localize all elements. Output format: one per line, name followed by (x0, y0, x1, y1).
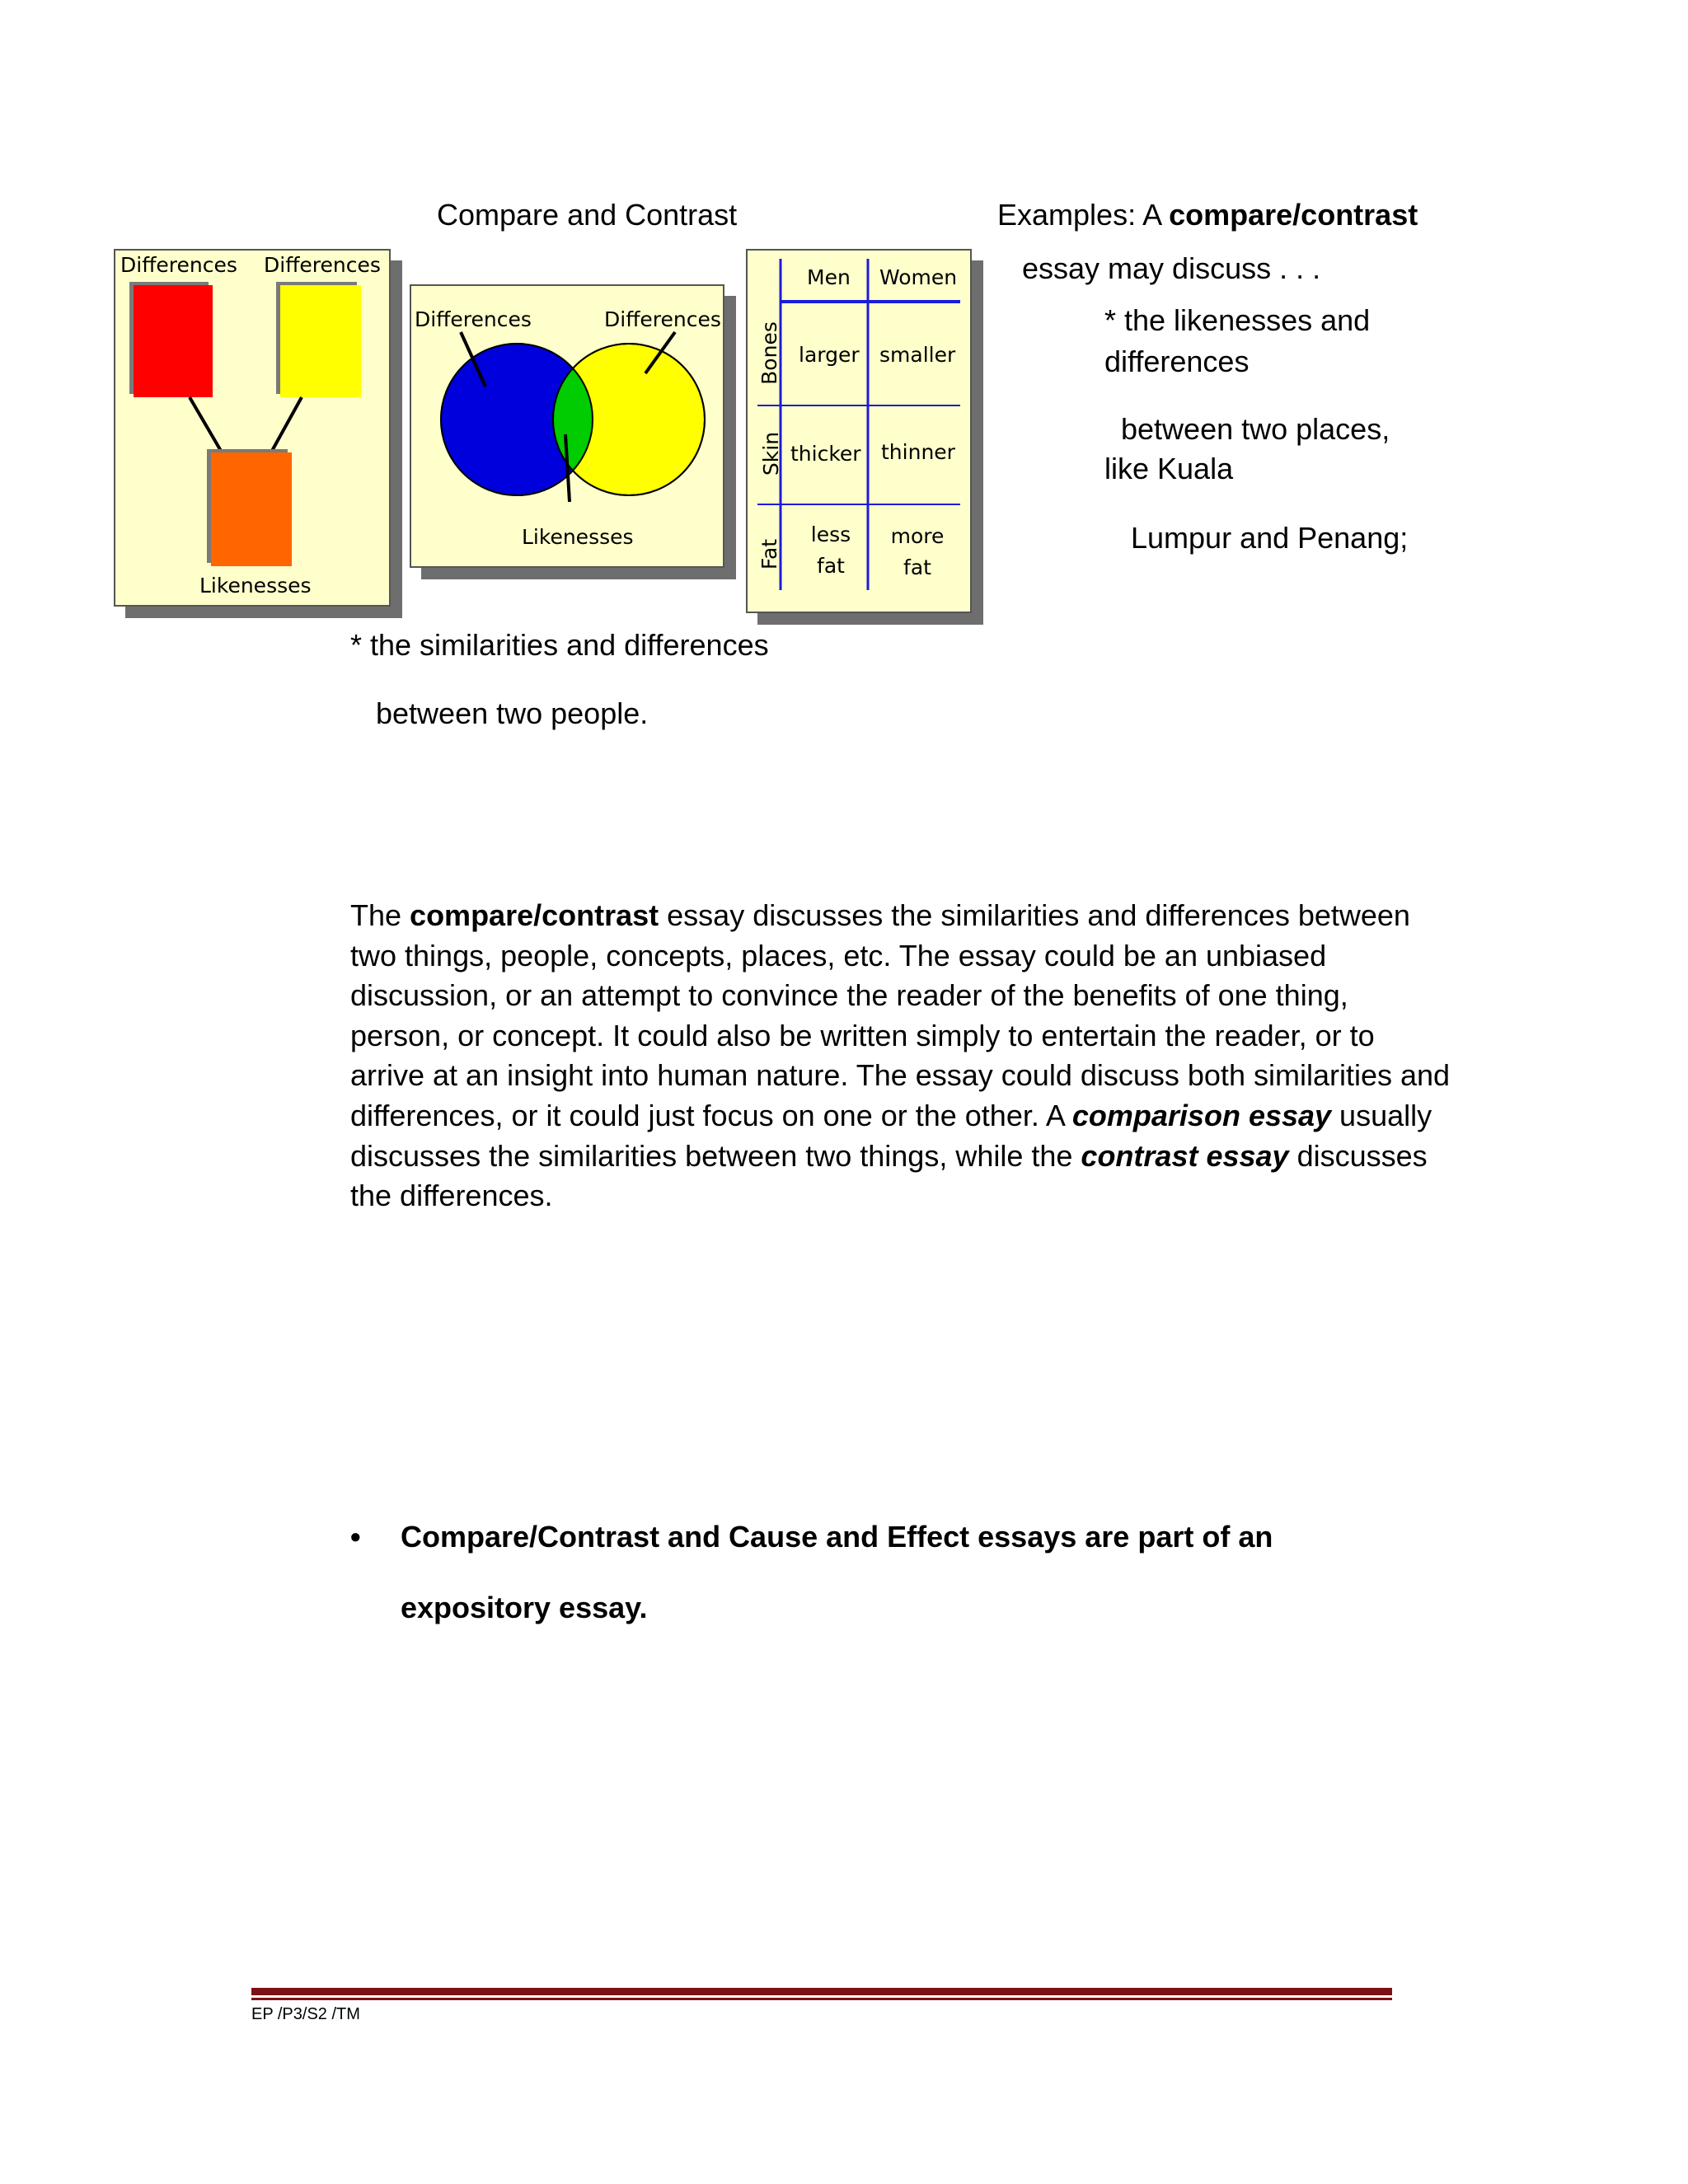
para-comparison-essay: comparison essay (1071, 1098, 1332, 1132)
example-places-line1: * the likenesses and (1104, 303, 1371, 337)
bullet-dot: • (350, 1520, 361, 1554)
diagram-boxes-label-right: Differences (264, 253, 381, 277)
examples-lead: Examples: A (997, 198, 1170, 232)
footer-rule-thick (251, 1988, 1392, 1995)
example-places-line3: between two places, (1121, 412, 1390, 446)
para-text-1: The (350, 898, 410, 932)
para-contrast-essay: contrast essay (1081, 1138, 1289, 1173)
row-header-bones: Bones (757, 321, 781, 385)
example-people-line1: * the similarities and differences (350, 628, 769, 662)
cell-bones-women: smaller (879, 343, 956, 367)
diagram-venn (410, 284, 724, 568)
footer-rule-thin (251, 1998, 1392, 2000)
orange-box (211, 452, 292, 566)
diagram-venn-label-bottom: Likenesses (522, 525, 634, 549)
cell-fat-women: more fat (890, 524, 945, 579)
row-header-fat: Fat (757, 538, 782, 570)
bullet-line2: expository essay. (401, 1591, 648, 1624)
example-places-line5: Lumpur and Penang; (1131, 521, 1409, 555)
cell-skin-women: thinner (881, 440, 955, 464)
row-header-skin: Skin (759, 431, 784, 476)
diagram-table (746, 249, 972, 613)
para-text-4: discusses the differences. (350, 1138, 1428, 1213)
para-bold-term: compare/contrast (410, 898, 659, 932)
footer-text: EP /P3/S2 /TM (251, 2005, 360, 2023)
example-places-line2: differences (1104, 344, 1250, 378)
col-header-men: Men (807, 265, 851, 289)
diagram-boxes-label-left: Differences (120, 253, 237, 277)
col-header-women: Women (879, 265, 958, 289)
example-people-line2: between two people. (376, 696, 649, 730)
diagram-boxes-label-bottom: Likenesses (199, 574, 312, 598)
diagram-venn-label-left: Differences (415, 307, 532, 331)
para-text-2: essay discusses the similarities and differences between two things, people, concepts, places, etc. The essay could be an unbiased discussion, or an attempt to convince the reader of the benefits of one thing, person, or concept. It could also be written simply to entertain the reader, or to arrive at an insight into human nature. The essay could discuss both similarities and differences, or it could just focus on one or the other. A (350, 898, 1451, 1132)
cell-skin-men: thicker (790, 442, 861, 466)
examples-line2: essay may discuss . . . (1022, 251, 1321, 285)
cell-bones-men: larger (799, 343, 860, 367)
diagram-venn-label-right: Differences (604, 307, 721, 331)
definition-paragraph (350, 896, 1455, 1216)
example-places-line4: like Kuala (1104, 452, 1234, 485)
venn-circles (411, 286, 723, 566)
page-heading: Compare and Contrast (437, 198, 738, 232)
examples-line1 (997, 198, 1418, 232)
para-text-3: usually discusses the similarities between two things, while the (350, 1098, 1432, 1173)
examples-bold-term: compare/contrast (1169, 198, 1418, 232)
bullet-line1: Compare/Contrast and Cause and Effect essays are part of an (401, 1520, 1273, 1554)
diagram-boxes (114, 249, 391, 607)
cell-fat-men: less fat (810, 523, 851, 578)
